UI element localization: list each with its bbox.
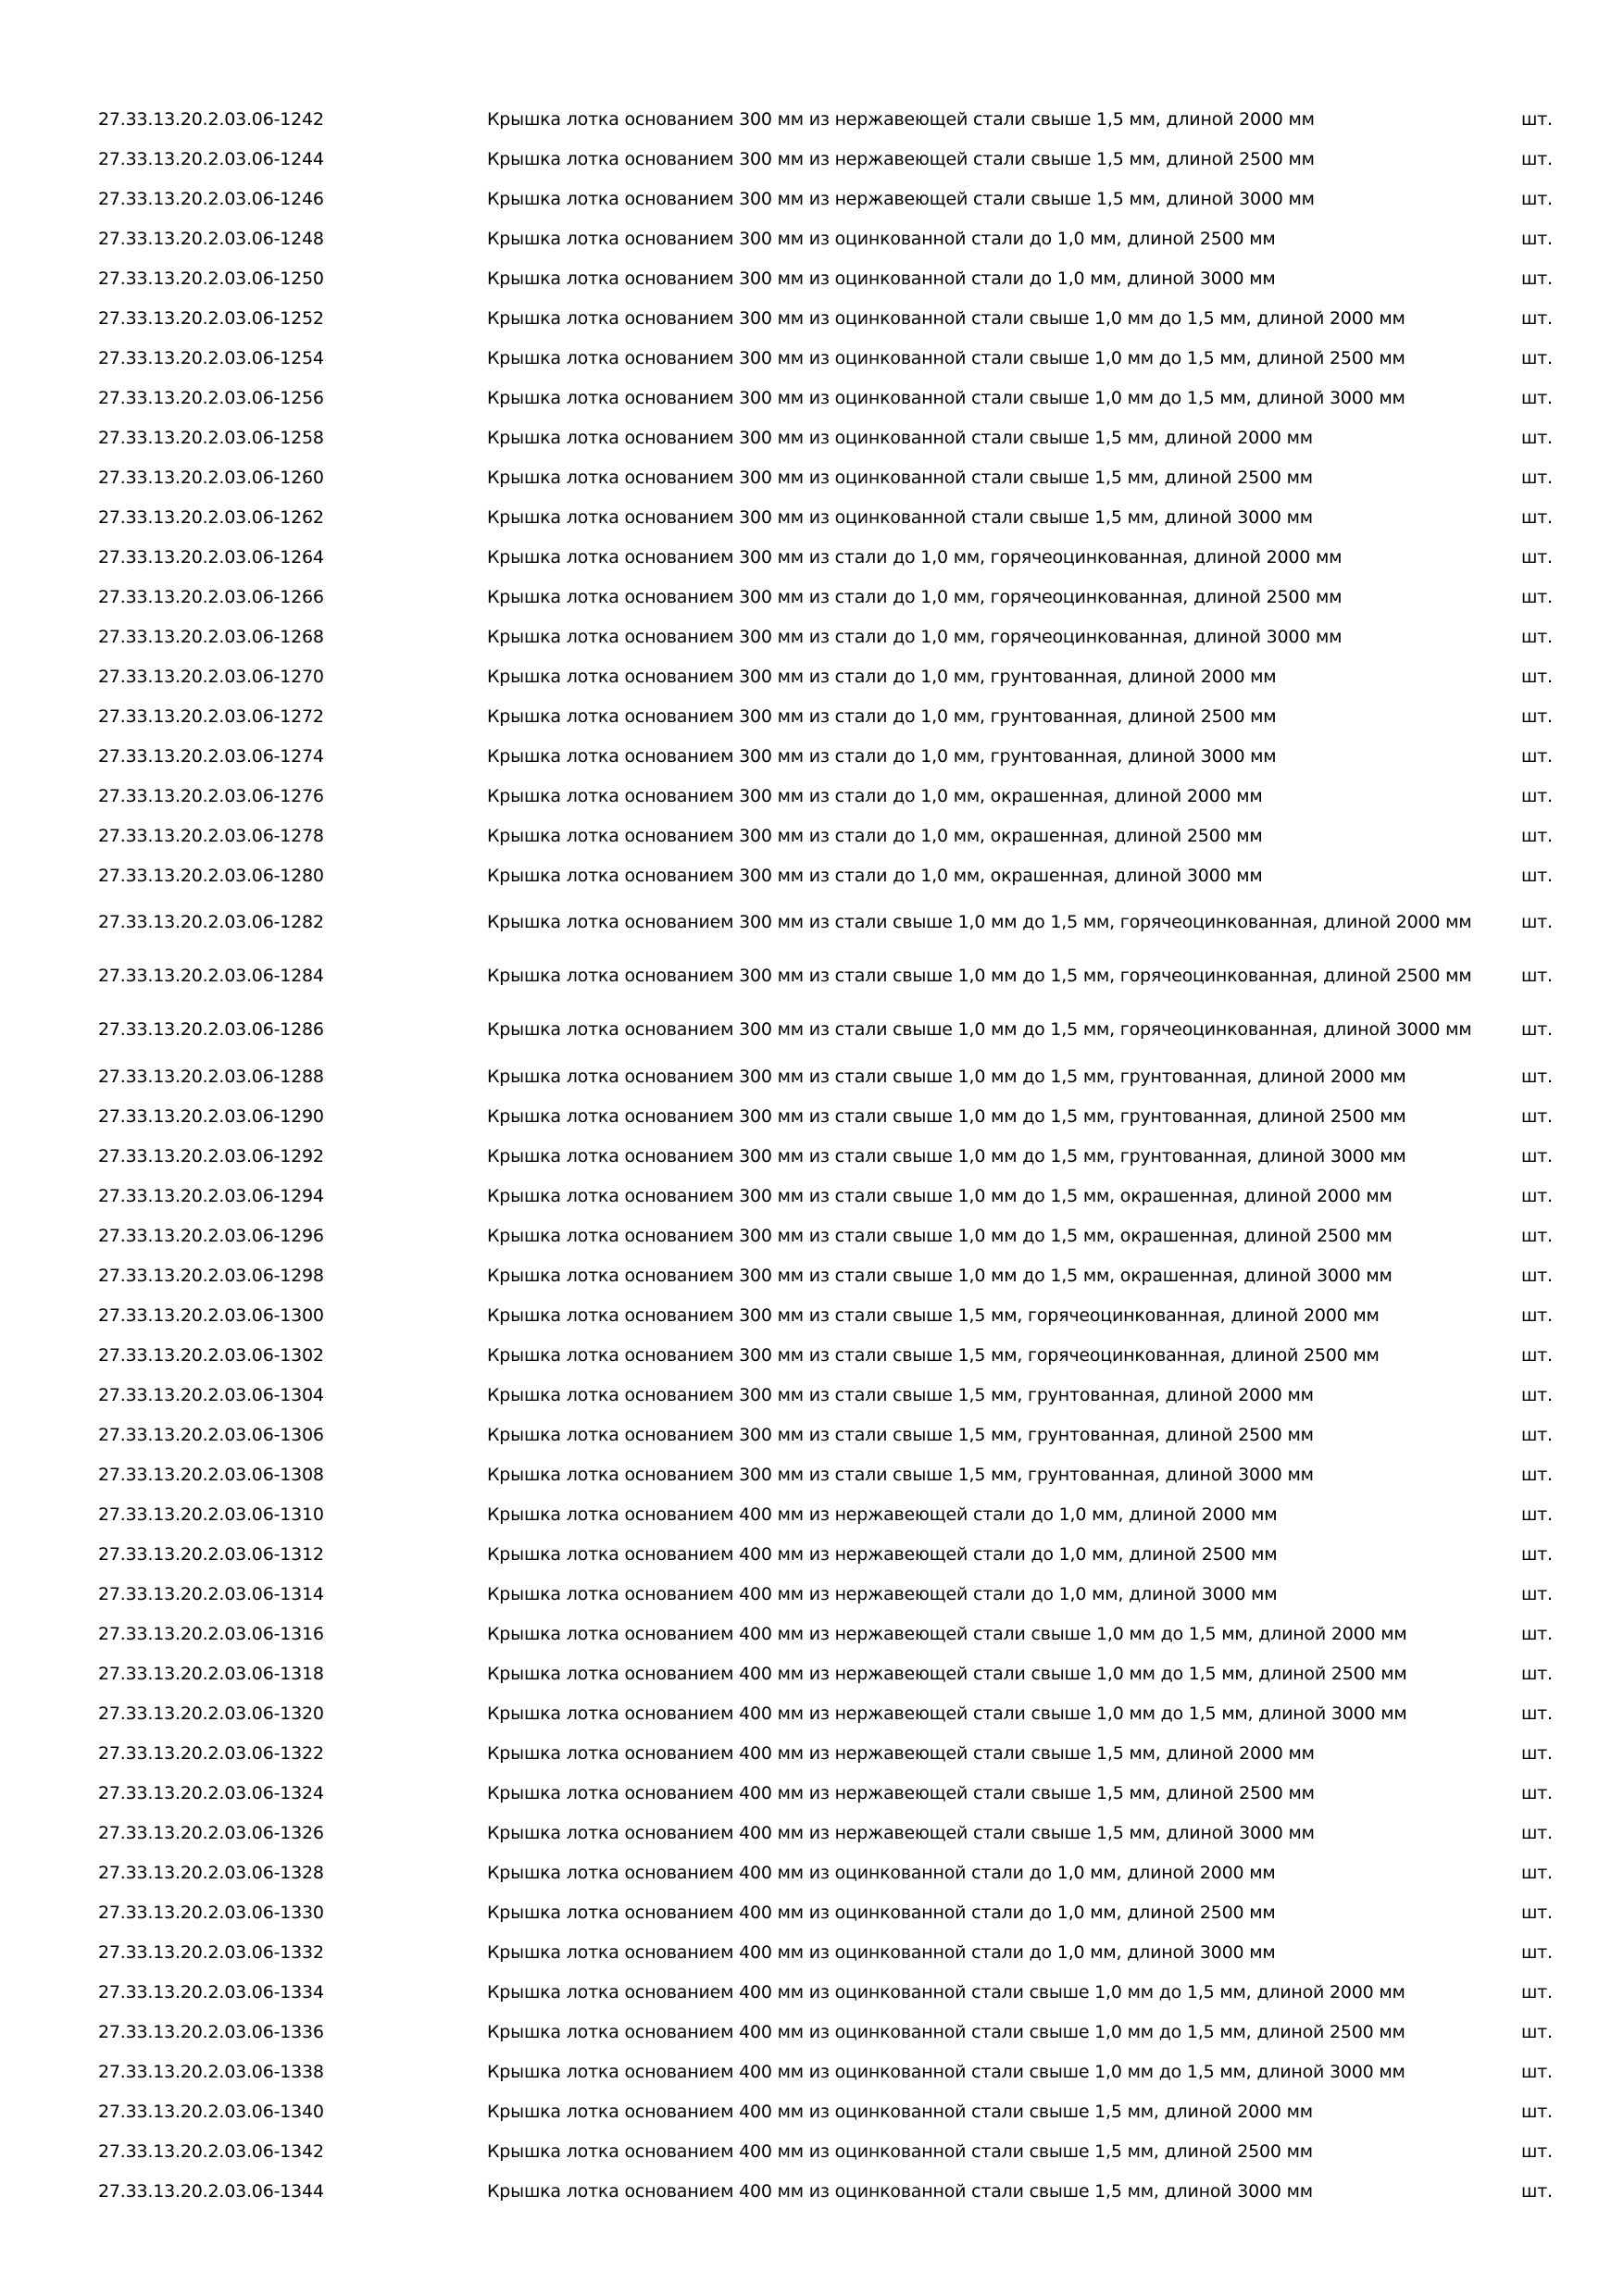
item-unit: шт. bbox=[1521, 1424, 1553, 1445]
catalog-table bbox=[93, 99, 1574, 2251]
item-name: Крышка лотка основанием 300 мм из стали свыше 1,0 мм до 1,5 мм, окрашенная, длиной 3000 мм bbox=[487, 1265, 1393, 1286]
item-name: Крышка лотка основанием 300 мм из оцинкованной стали свыше 1,5 мм, длиной 2000 мм bbox=[487, 427, 1313, 448]
table-row bbox=[93, 1853, 1574, 1892]
item-name: Крышка лотка основанием 300 мм из нержавеющей стали свыше 1,5 мм, длиной 2000 мм bbox=[487, 108, 1315, 130]
item-name: Крышка лотка основанием 400 мм из нержавеющей стали свыше 1,0 мм до 1,5 мм, длиной 2500 мм bbox=[487, 1663, 1407, 1684]
table-row bbox=[93, 1375, 1574, 1415]
table-row bbox=[93, 1255, 1574, 1295]
item-code: 27.33.13.20.2.03.06-1280 bbox=[98, 865, 324, 886]
item-unit: шт. bbox=[1521, 228, 1553, 249]
item-code: 27.33.13.20.2.03.06-1278 bbox=[98, 825, 324, 846]
item-unit: шт. bbox=[1521, 1265, 1553, 1286]
item-unit: шт. bbox=[1521, 1304, 1553, 1326]
item-code: 27.33.13.20.2.03.06-1260 bbox=[98, 467, 324, 488]
item-code: 27.33.13.20.2.03.06-1306 bbox=[98, 1424, 324, 1445]
item-unit: шт. bbox=[1521, 912, 1553, 932]
item-code: 27.33.13.20.2.03.06-1326 bbox=[98, 1822, 324, 1843]
item-name: Крышка лотка основанием 400 мм из оцинкованной стали свыше 1,0 мм до 1,5 мм, длиной 2000 мм bbox=[487, 1981, 1405, 2003]
item-name: Крышка лотка основанием 300 мм из оцинкованной стали до 1,0 мм, длиной 2500 мм bbox=[487, 228, 1276, 249]
item-name: Крышка лотка основанием 400 мм из оцинкованной стали до 1,0 мм, длиной 3000 мм bbox=[487, 1941, 1276, 1963]
item-code: 27.33.13.20.2.03.06-1282 bbox=[98, 912, 324, 932]
item-code: 27.33.13.20.2.03.06-1304 bbox=[98, 1384, 324, 1405]
item-unit: шт. bbox=[1521, 1782, 1553, 1803]
item-name: Крышка лотка основанием 300 мм из стали до 1,0 мм, горячеоцинкованная, длиной 3000 мм bbox=[487, 626, 1343, 647]
item-code: 27.33.13.20.2.03.06-1248 bbox=[98, 228, 324, 249]
item-code: 27.33.13.20.2.03.06-1254 bbox=[98, 347, 324, 368]
table-row bbox=[93, 1136, 1574, 1176]
table-row bbox=[93, 1003, 1574, 1056]
item-unit: шт. bbox=[1521, 1822, 1553, 1843]
table-row bbox=[93, 2171, 1574, 2211]
item-unit: шт. bbox=[1521, 1862, 1553, 1883]
item-code: 27.33.13.20.2.03.06-1332 bbox=[98, 1941, 324, 1963]
table-row bbox=[93, 378, 1574, 418]
item-unit: шт. bbox=[1521, 1981, 1553, 2003]
item-unit: шт. bbox=[1521, 865, 1553, 886]
item-code: 27.33.13.20.2.03.06-1308 bbox=[98, 1464, 324, 1485]
table-row bbox=[93, 218, 1574, 258]
table-row bbox=[93, 949, 1574, 1003]
item-unit: шт. bbox=[1521, 1066, 1553, 1087]
item-name: Крышка лотка основанием 300 мм из стали свыше 1,0 мм до 1,5 мм, грунтованная, длиной 3000 мм bbox=[487, 1145, 1406, 1167]
item-code: 27.33.13.20.2.03.06-1244 bbox=[98, 148, 324, 169]
item-name: Крышка лотка основанием 400 мм из нержавеющей стали свыше 1,5 мм, длиной 2500 мм bbox=[487, 1782, 1315, 1803]
item-code: 27.33.13.20.2.03.06-1276 bbox=[98, 785, 324, 806]
item-code: 27.33.13.20.2.03.06-1330 bbox=[98, 1902, 324, 1923]
table-row bbox=[93, 617, 1574, 656]
item-name: Крышка лотка основанием 400 мм из нержавеющей стали свыше 1,5 мм, длиной 2000 мм bbox=[487, 1742, 1315, 1764]
item-unit: шт. bbox=[1521, 1185, 1553, 1206]
item-code: 27.33.13.20.2.03.06-1314 bbox=[98, 1583, 324, 1604]
table-row bbox=[93, 2211, 1574, 2251]
item-code: 27.33.13.20.2.03.06-1334 bbox=[98, 1981, 324, 2003]
item-name: Крышка лотка основанием 300 мм из стали свыше 1,0 мм до 1,5 мм, горячеоцинкованная, длиной 2500 мм bbox=[487, 965, 1472, 986]
item-unit: шт. bbox=[1521, 506, 1553, 528]
item-unit: шт. bbox=[1521, 347, 1553, 368]
item-name: Крышка лотка основанием 400 мм из нержавеющей стали до 1,0 мм, длиной 3000 мм bbox=[487, 1583, 1278, 1604]
item-code: 27.33.13.20.2.03.06-1250 bbox=[98, 268, 324, 289]
item-code: 27.33.13.20.2.03.06-1340 bbox=[98, 2101, 324, 2122]
table-row bbox=[93, 457, 1574, 497]
table-row bbox=[93, 1693, 1574, 1733]
item-code: 27.33.13.20.2.03.06-1318 bbox=[98, 1663, 324, 1684]
item-unit: шт. bbox=[1521, 825, 1553, 846]
item-unit: шт. bbox=[1521, 2021, 1553, 2042]
item-code: 27.33.13.20.2.03.06-1298 bbox=[98, 1265, 324, 1286]
item-code: 27.33.13.20.2.03.06-1342 bbox=[98, 2140, 324, 2162]
item-unit: шт. bbox=[1521, 626, 1553, 647]
item-unit: шт. bbox=[1521, 1504, 1553, 1525]
table-row bbox=[93, 2131, 1574, 2171]
item-unit: шт. bbox=[1521, 1543, 1553, 1565]
item-code: 27.33.13.20.2.03.06-1270 bbox=[98, 666, 324, 687]
table-row bbox=[93, 895, 1574, 949]
item-name: Крышка лотка основанием 300 мм из стали свыше 1,0 мм до 1,5 мм, окрашенная, длиной 2000 мм bbox=[487, 1185, 1393, 1206]
item-unit: шт. bbox=[1521, 2180, 1553, 2202]
item-unit: шт. bbox=[1521, 268, 1553, 289]
item-name: Крышка лотка основанием 300 мм из стали свыше 1,5 мм, горячеоцинкованная, длиной 2500 мм bbox=[487, 1344, 1380, 1366]
item-code: 27.33.13.20.2.03.06-1292 bbox=[98, 1145, 324, 1167]
table-row bbox=[93, 1773, 1574, 1813]
item-name: Крышка лотка основанием 400 мм из оцинкованной стали до 1,0 мм, длиной 2500 мм bbox=[487, 1902, 1276, 1923]
item-name: Крышка лотка основанием 400 мм из оцинкованной стали свыше 1,5 мм, длиной 3000 мм bbox=[487, 2180, 1313, 2202]
item-unit: шт. bbox=[1521, 2101, 1553, 2122]
item-unit: шт. bbox=[1521, 1703, 1553, 1724]
item-name: Крышка лотка основанием 400 мм из оцинкованной стали свыше 1,0 мм до 1,5 мм, длиной 3000 мм bbox=[487, 2061, 1405, 2082]
item-name: Крышка лотка основанием 300 мм из стали до 1,0 мм, окрашенная, длиной 3000 мм bbox=[487, 865, 1263, 886]
table-row bbox=[93, 99, 1574, 139]
item-code: 27.33.13.20.2.03.06-1296 bbox=[98, 1225, 324, 1246]
item-name: Крышка лотка основанием 400 мм из нержавеющей стали до 1,0 мм, длиной 2000 мм bbox=[487, 1504, 1278, 1525]
item-unit: шт. bbox=[1521, 1105, 1553, 1127]
item-code: 27.33.13.20.2.03.06-1252 bbox=[98, 307, 324, 329]
item-name: Крышка лотка основанием 300 мм из стали свыше 1,5 мм, грунтованная, длиной 2000 мм bbox=[487, 1384, 1314, 1405]
item-unit: шт. bbox=[1521, 467, 1553, 488]
item-unit: шт. bbox=[1521, 108, 1553, 130]
table-row bbox=[93, 1932, 1574, 1972]
item-name: Крышка лотка основанием 300 мм из стали свыше 1,0 мм до 1,5 мм, грунтованная, длиной 2500 мм bbox=[487, 1105, 1406, 1127]
item-name: Крышка лотка основанием 300 мм из стали свыше 1,0 мм до 1,5 мм, грунтованная, длиной 2000 мм bbox=[487, 1066, 1406, 1087]
item-name: Крышка лотка основанием 300 мм из стали до 1,0 мм, окрашенная, длиной 2000 мм bbox=[487, 785, 1263, 806]
item-name bbox=[487, 2211, 1518, 2251]
table-row bbox=[93, 577, 1574, 617]
item-unit: шт. bbox=[1521, 148, 1553, 169]
table-row bbox=[93, 258, 1574, 298]
item-name: Крышка лотка основанием 300 мм из оцинкованной стали свыше 1,0 мм до 1,5 мм, длиной 3000 мм bbox=[487, 387, 1405, 408]
table-row bbox=[93, 1176, 1574, 1216]
item-name: Крышка лотка основанием 300 мм из стали до 1,0 мм, грунтованная, длиной 3000 мм bbox=[487, 745, 1277, 767]
item-code: 27.33.13.20.2.03.06-1322 bbox=[98, 1742, 324, 1764]
item-unit: шт. bbox=[1521, 1019, 1553, 1040]
table-row bbox=[93, 338, 1574, 378]
item-code: 27.33.13.20.2.03.06-1258 bbox=[98, 427, 324, 448]
table-row bbox=[93, 537, 1574, 577]
item-unit: шт. bbox=[1521, 1583, 1553, 1604]
table-row bbox=[93, 2052, 1574, 2091]
item-code: 27.33.13.20.2.03.06-1310 bbox=[98, 1504, 324, 1525]
table-row bbox=[93, 418, 1574, 457]
item-code: 27.33.13.20.2.03.06-1266 bbox=[98, 586, 324, 607]
item-unit: шт. bbox=[1521, 1663, 1553, 1684]
item-name: Крышка лотка основанием 300 мм из стали свыше 1,5 мм, грунтованная, длиной 2500 мм bbox=[487, 1424, 1314, 1445]
item-code bbox=[93, 2211, 487, 2251]
item-name: Крышка лотка основанием 300 мм из стали свыше 1,5 мм, грунтованная, длиной 3000 мм bbox=[487, 1464, 1314, 1485]
item-unit: шт. bbox=[1521, 546, 1553, 568]
item-code: 27.33.13.20.2.03.06-1284 bbox=[98, 966, 324, 986]
item-code: 27.33.13.20.2.03.06-1242 bbox=[98, 108, 324, 130]
table-row bbox=[93, 1494, 1574, 1534]
table-row bbox=[93, 1574, 1574, 1614]
table-row bbox=[93, 855, 1574, 895]
item-unit: шт. bbox=[1521, 785, 1553, 806]
table-row bbox=[93, 1454, 1574, 1494]
table-row bbox=[93, 1534, 1574, 1574]
item-code: 27.33.13.20.2.03.06-1268 bbox=[98, 626, 324, 647]
table-row bbox=[93, 1056, 1574, 1096]
table-row bbox=[93, 1614, 1574, 1653]
item-unit: шт. bbox=[1521, 2061, 1553, 2082]
table-row bbox=[93, 776, 1574, 816]
item-unit: шт. bbox=[1521, 586, 1553, 607]
table-row bbox=[93, 1972, 1574, 2012]
item-unit: шт. bbox=[1521, 188, 1553, 209]
item-name: Крышка лотка основанием 300 мм из стали свыше 1,5 мм, горячеоцинкованная, длиной 2000 мм bbox=[487, 1304, 1380, 1326]
item-code: 27.33.13.20.2.03.06-1336 bbox=[98, 2021, 324, 2042]
item-code: 27.33.13.20.2.03.06-1256 bbox=[98, 387, 324, 408]
item-code: 27.33.13.20.2.03.06-1328 bbox=[98, 1862, 324, 1883]
item-unit: шт. bbox=[1521, 1145, 1553, 1167]
item-name: Крышка лотка основанием 300 мм из оцинкованной стали до 1,0 мм, длиной 3000 мм bbox=[487, 268, 1276, 289]
item-name: Крышка лотка основанием 400 мм из оцинкованной стали свыше 1,5 мм, длиной 2000 мм bbox=[487, 2101, 1313, 2122]
item-code: 27.33.13.20.2.03.06-1302 bbox=[98, 1344, 324, 1366]
item-unit: шт. bbox=[1521, 2140, 1553, 2162]
item-unit: шт. bbox=[1521, 307, 1553, 329]
item-code: 27.33.13.20.2.03.06-1312 bbox=[98, 1543, 324, 1565]
item-code: 27.33.13.20.2.03.06-1320 bbox=[98, 1703, 324, 1724]
table-row bbox=[93, 1813, 1574, 1853]
item-unit: шт. bbox=[1521, 705, 1553, 727]
item-name: Крышка лотка основанием 300 мм из стали до 1,0 мм, горячеоцинкованная, длиной 2500 мм bbox=[487, 586, 1343, 607]
item-name: Крышка лотка основанием 400 мм из нержавеющей стали до 1,0 мм, длиной 2500 мм bbox=[487, 1543, 1278, 1565]
item-name: Крышка лотка основанием 300 мм из нержавеющей стали свыше 1,5 мм, длиной 2500 мм bbox=[487, 148, 1315, 169]
item-code: 27.33.13.20.2.03.06-1324 bbox=[98, 1782, 324, 1803]
item-code: 27.33.13.20.2.03.06-1316 bbox=[98, 1623, 324, 1644]
item-code: 27.33.13.20.2.03.06-1294 bbox=[98, 1185, 324, 1206]
item-name: Крышка лотка основанием 300 мм из нержавеющей стали свыше 1,5 мм, длиной 3000 мм bbox=[487, 188, 1315, 209]
item-name: Крышка лотка основанием 300 мм из стали свыше 1,0 мм до 1,5 мм, горячеоцинкованная, длиной 2000 мм bbox=[487, 911, 1472, 932]
item-code: 27.33.13.20.2.03.06-1264 bbox=[98, 546, 324, 568]
item-name: Крышка лотка основанием 400 мм из оцинкованной стали до 1,0 мм, длиной 2000 мм bbox=[487, 1862, 1276, 1883]
table-row bbox=[93, 298, 1574, 338]
item-unit: шт. bbox=[1521, 1941, 1553, 1963]
item-unit bbox=[1518, 2211, 1574, 2251]
table-row bbox=[93, 1733, 1574, 1773]
table-row bbox=[93, 2091, 1574, 2131]
item-name: Крышка лотка основанием 300 мм из стали свыше 1,0 мм до 1,5 мм, горячеоцинкованная, длиной 3000 мм bbox=[487, 1018, 1472, 1040]
table-row bbox=[93, 179, 1574, 218]
item-unit: шт. bbox=[1521, 1623, 1553, 1644]
table-row bbox=[93, 736, 1574, 776]
item-name: Крышка лотка основанием 400 мм из оцинкованной стали свыше 1,0 мм до 1,5 мм, длиной 2500 мм bbox=[487, 2021, 1405, 2042]
item-unit: шт. bbox=[1521, 1464, 1553, 1485]
item-code: 27.33.13.20.2.03.06-1300 bbox=[98, 1304, 324, 1326]
table-row bbox=[93, 656, 1574, 696]
catalog-table-body bbox=[93, 99, 1574, 2251]
item-code: 27.33.13.20.2.03.06-1338 bbox=[98, 2061, 324, 2082]
table-row bbox=[93, 139, 1574, 179]
item-name: Крышка лотка основанием 300 мм из оцинкованной стали свыше 1,0 мм до 1,5 мм, длиной 2000 мм bbox=[487, 307, 1405, 329]
item-name: Крышка лотка основанием 300 мм из стали до 1,0 мм, горячеоцинкованная, длиной 2000 мм bbox=[487, 546, 1343, 568]
item-name: Крышка лотка основанием 300 мм из стали до 1,0 мм, грунтованная, длиной 2000 мм bbox=[487, 666, 1277, 687]
item-name: Крышка лотка основанием 300 мм из оцинкованной стали свыше 1,5 мм, длиной 3000 мм bbox=[487, 506, 1313, 528]
table-row bbox=[93, 696, 1574, 736]
item-code: 27.33.13.20.2.03.06-1274 bbox=[98, 745, 324, 767]
table-row bbox=[93, 1415, 1574, 1454]
table-row bbox=[93, 1653, 1574, 1693]
item-unit: шт. bbox=[1521, 1742, 1553, 1764]
table-row bbox=[93, 816, 1574, 855]
item-code: 27.33.13.20.2.03.06-1288 bbox=[98, 1066, 324, 1087]
item-code: 27.33.13.20.2.03.06-1286 bbox=[98, 1019, 324, 1040]
item-name: Крышка лотка основанием 300 мм из стали до 1,0 мм, окрашенная, длиной 2500 мм bbox=[487, 825, 1263, 846]
item-name: Крышка лотка основанием 400 мм из нержавеющей стали свыше 1,0 мм до 1,5 мм, длиной 3000 мм bbox=[487, 1703, 1407, 1724]
item-unit: шт. bbox=[1521, 966, 1553, 986]
item-name: Крышка лотка основанием 400 мм из нержавеющей стали свыше 1,5 мм, длиной 3000 мм bbox=[487, 1822, 1315, 1843]
item-unit: шт. bbox=[1521, 427, 1553, 448]
item-name: Крышка лотка основанием 300 мм из оцинкованной стали свыше 1,5 мм, длиной 2500 мм bbox=[487, 467, 1313, 488]
item-unit: шт. bbox=[1521, 745, 1553, 767]
item-unit: шт. bbox=[1521, 387, 1553, 408]
item-name: Крышка лотка основанием 300 мм из стали свыше 1,0 мм до 1,5 мм, окрашенная, длиной 2500 мм bbox=[487, 1225, 1393, 1246]
table-row bbox=[93, 1096, 1574, 1136]
item-code: 27.33.13.20.2.03.06-1262 bbox=[98, 506, 324, 528]
item-name: Крышка лотка основанием 300 мм из стали до 1,0 мм, грунтованная, длиной 2500 мм bbox=[487, 705, 1277, 727]
item-unit: шт. bbox=[1521, 1225, 1553, 1246]
item-name: Крышка лотка основанием 300 мм из оцинкованной стали свыше 1,0 мм до 1,5 мм, длиной 2500 мм bbox=[487, 347, 1405, 368]
item-code: 27.33.13.20.2.03.06-1246 bbox=[98, 188, 324, 209]
item-unit: шт. bbox=[1521, 666, 1553, 687]
item-name: Крышка лотка основанием 400 мм из нержавеющей стали свыше 1,0 мм до 1,5 мм, длиной 2000 мм bbox=[487, 1623, 1407, 1644]
item-unit: шт. bbox=[1521, 1344, 1553, 1366]
table-row bbox=[93, 2012, 1574, 2052]
table-row bbox=[93, 1216, 1574, 1255]
table-row bbox=[93, 1295, 1574, 1335]
item-code: 27.33.13.20.2.03.06-1290 bbox=[98, 1105, 324, 1127]
table-row bbox=[93, 1335, 1574, 1375]
item-name: Крышка лотка основанием 400 мм из оцинкованной стали свыше 1,5 мм, длиной 2500 мм bbox=[487, 2140, 1313, 2162]
table-row bbox=[93, 1892, 1574, 1932]
item-code: 27.33.13.20.2.03.06-1272 bbox=[98, 705, 324, 727]
table-row bbox=[93, 497, 1574, 537]
item-unit: шт. bbox=[1521, 1902, 1553, 1923]
item-code: 27.33.13.20.2.03.06-1344 bbox=[98, 2180, 324, 2202]
item-unit: шт. bbox=[1521, 1384, 1553, 1405]
